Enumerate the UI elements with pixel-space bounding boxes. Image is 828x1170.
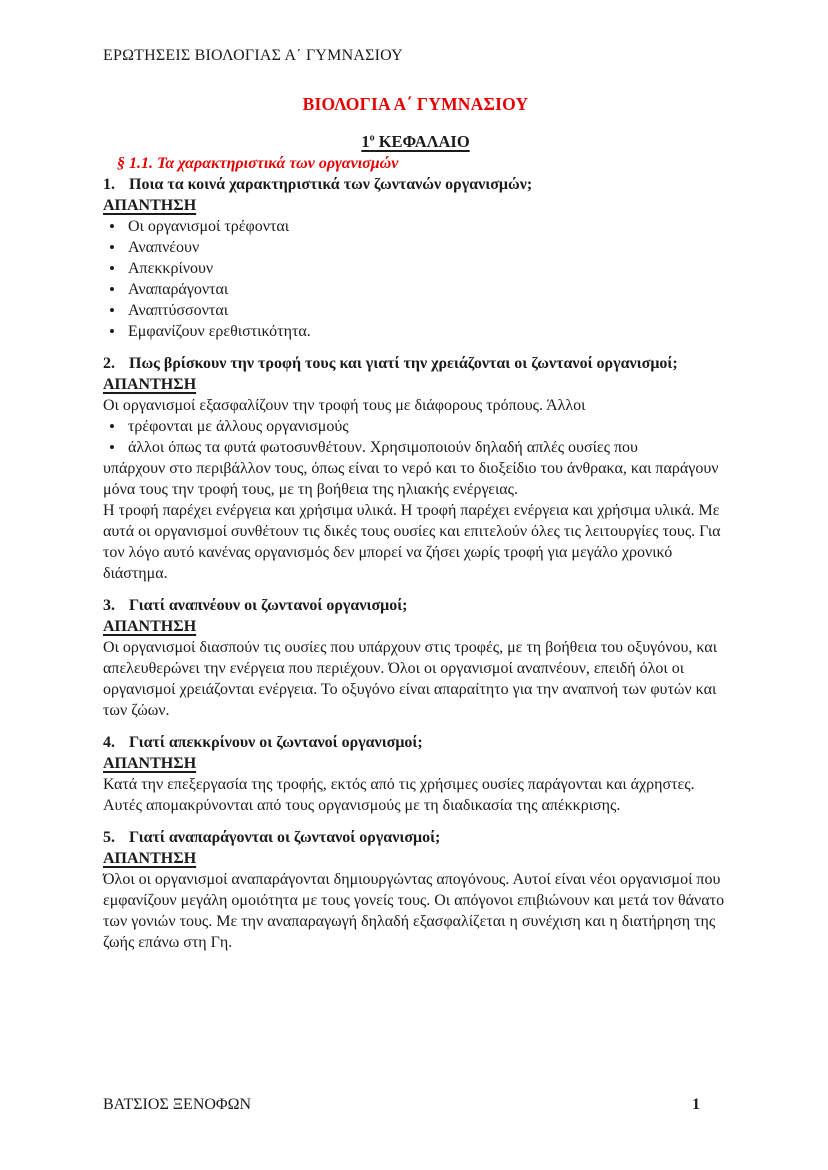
question-text: Ποια τα κοινά χαρακτηριστικά των ζωντανών οργανισμών; (129, 176, 533, 193)
answer-paragraph: Κατά την επεξεργασία της τροφής, εκτός από τις χρήσιμες ουσίες παράγονται και άχρηστες. Αυτές απομακρύνονται από τους οργανισμούς με τη διαδικασία της απέκκρισης. (103, 776, 695, 814)
answer-paragraph: Οι οργανισμοί διασπούν τις ουσίες που υπάρχουν στις τροφές, με τη βοήθεια του οξυγόνου, και απελευθερώνει την ενέργεια που περιέχουν. Όλοι οι οργανισμοί αναπνέουν, επειδή όλοι οι οργανισμοί χρειάζονται ενέργεια. Το οξυγόνο είναι απαραίτητο για την αναπνοή των φυτών και των ζώων. (103, 639, 717, 719)
question-text: Πως βρίσκουν την τροφή τους και γιατί την χρειάζονται οι ζωντανοί οργανισμοί; (129, 355, 678, 372)
question-number: 1. (103, 176, 115, 193)
bullet-item: • Απεκκρίνουν (103, 258, 728, 279)
question-block-4 (103, 732, 728, 816)
answer-label: ΑΠΑΝΤΗΣΗ (103, 376, 197, 393)
question-number: 2. (103, 355, 115, 372)
answer-paragraph: Οι οργανισμοί εξασφαλίζουν την τροφή τους με διάφορους τρόπους. Άλλοι (103, 397, 586, 414)
question-number: 3. (103, 597, 115, 614)
chapter-label: ΚΕΦΑΛΑΙΟ (374, 132, 470, 151)
question-block-3 (103, 595, 728, 721)
bullet-item: • Αναπνέουν (103, 237, 728, 258)
question-text: Γιατί αναπνέουν οι ζωντανοί οργανισμοί; (129, 597, 408, 614)
document-header: ΕΡΩΤΗΣΕΙΣ ΒΙΟΛΟΓΙΑΣ Α΄ ΓΥΜΝΑΣΙΟΥ (103, 47, 403, 64)
chapter-number: 1 (361, 132, 370, 151)
answer-label: ΑΠΑΝΤΗΣΗ (103, 197, 197, 214)
question-title (103, 595, 728, 616)
bullet-list (103, 216, 728, 342)
footer-author: ΒΑΤΣΙΟΣ ΞΕΝΟΦΩΝ (103, 1096, 252, 1113)
main-title: ΒΙΟΛΟΓΙΑ Α΄ ΓΥΜΝΑΣΙΟΥ (302, 94, 529, 114)
question-title (103, 174, 728, 195)
page-footer (103, 1094, 728, 1115)
question-block-1 (103, 174, 728, 342)
answer-paragraph: Όλοι οι οργανισμοί αναπαράγονται δημιουργώντας απογόνους. Αυτοί είναι νέοι οργανισμοί που εμφανίζουν μεγάλη ομοιότητα με τους γονείς τους. Οι απόγονοι επιβιώνουν και μετά τον θάνατο των γονιών τους. Με την αναπαραγωγή δηλαδή εξασφαλίζεται η συνέχιση και η διατήρηση της ζωής επάνω στη Γη. (103, 871, 725, 951)
bullet-list (103, 416, 728, 458)
bullet-item: • Οι οργανισμοί τρέφονται (103, 216, 728, 237)
question-text: Γιατί απεκκρίνουν οι ζωντανοί οργανισμοί; (129, 734, 423, 751)
chapter-ordinal: ο (369, 132, 375, 144)
answer-label: ΑΠΑΝΤΗΣΗ (103, 850, 197, 867)
page-number: 1 (692, 1096, 700, 1113)
bullet-item: • τρέφονται με άλλους οργανισμούς (103, 416, 728, 437)
answer-paragraph: Η τροφή παρέχει ενέργεια και χρήσιμα υλικά. Η τροφή παρέχει ενέργεια και χρήσιμα υλικά. Με αυτά οι οργανισμοί συνθέτουν τις δικές τους ουσίες και επιτελούν όλες τις λειτουργίες τους. Για τον λόγο αυτό κανένας οργανισμός δεν μπορεί να ζήσει χωρίς τροφή για μεγάλο χρονικό διάστημα. (103, 502, 721, 582)
question-number: 4. (103, 734, 115, 751)
question-title (103, 827, 728, 848)
question-number: 5. (103, 829, 115, 846)
question-block-5 (103, 827, 728, 953)
bullet-item: • Εμφανίζουν ερεθιστικότητα. (103, 321, 728, 342)
answer-label: ΑΠΑΝΤΗΣΗ (103, 755, 197, 772)
answer-paragraph: υπάρχουν στο περιβάλλον τους, όπως είναι το νερό και το διοξείδιο του άνθρακα, και παράγουν μόνα τους την τροφή τους, με τη βοήθεια της ηλιακής ενέργειας. (103, 460, 719, 498)
question-block-2 (103, 353, 728, 584)
bullet-item: • Αναπαράγονται (103, 279, 728, 300)
bullet-item: • Αναπτύσσονται (103, 300, 728, 321)
answer-label: ΑΠΑΝΤΗΣΗ (103, 618, 197, 635)
question-text: Γιατί αναπαράγονται οι ζωντανοί οργανισμοί; (129, 829, 441, 846)
bullet-item: • άλλοι όπως τα φυτά φωτοσυνθέτουν. Χρησιμοποιούν δηλαδή απλές ουσίες που (103, 437, 728, 458)
chapter-heading-text (361, 132, 469, 151)
section-heading: § 1.1. Τα χαρακτηριστικά των οργανισμών (117, 155, 399, 172)
document-content (103, 45, 728, 953)
question-title (103, 732, 728, 753)
chapter-heading (103, 131, 728, 153)
question-title (103, 353, 728, 374)
